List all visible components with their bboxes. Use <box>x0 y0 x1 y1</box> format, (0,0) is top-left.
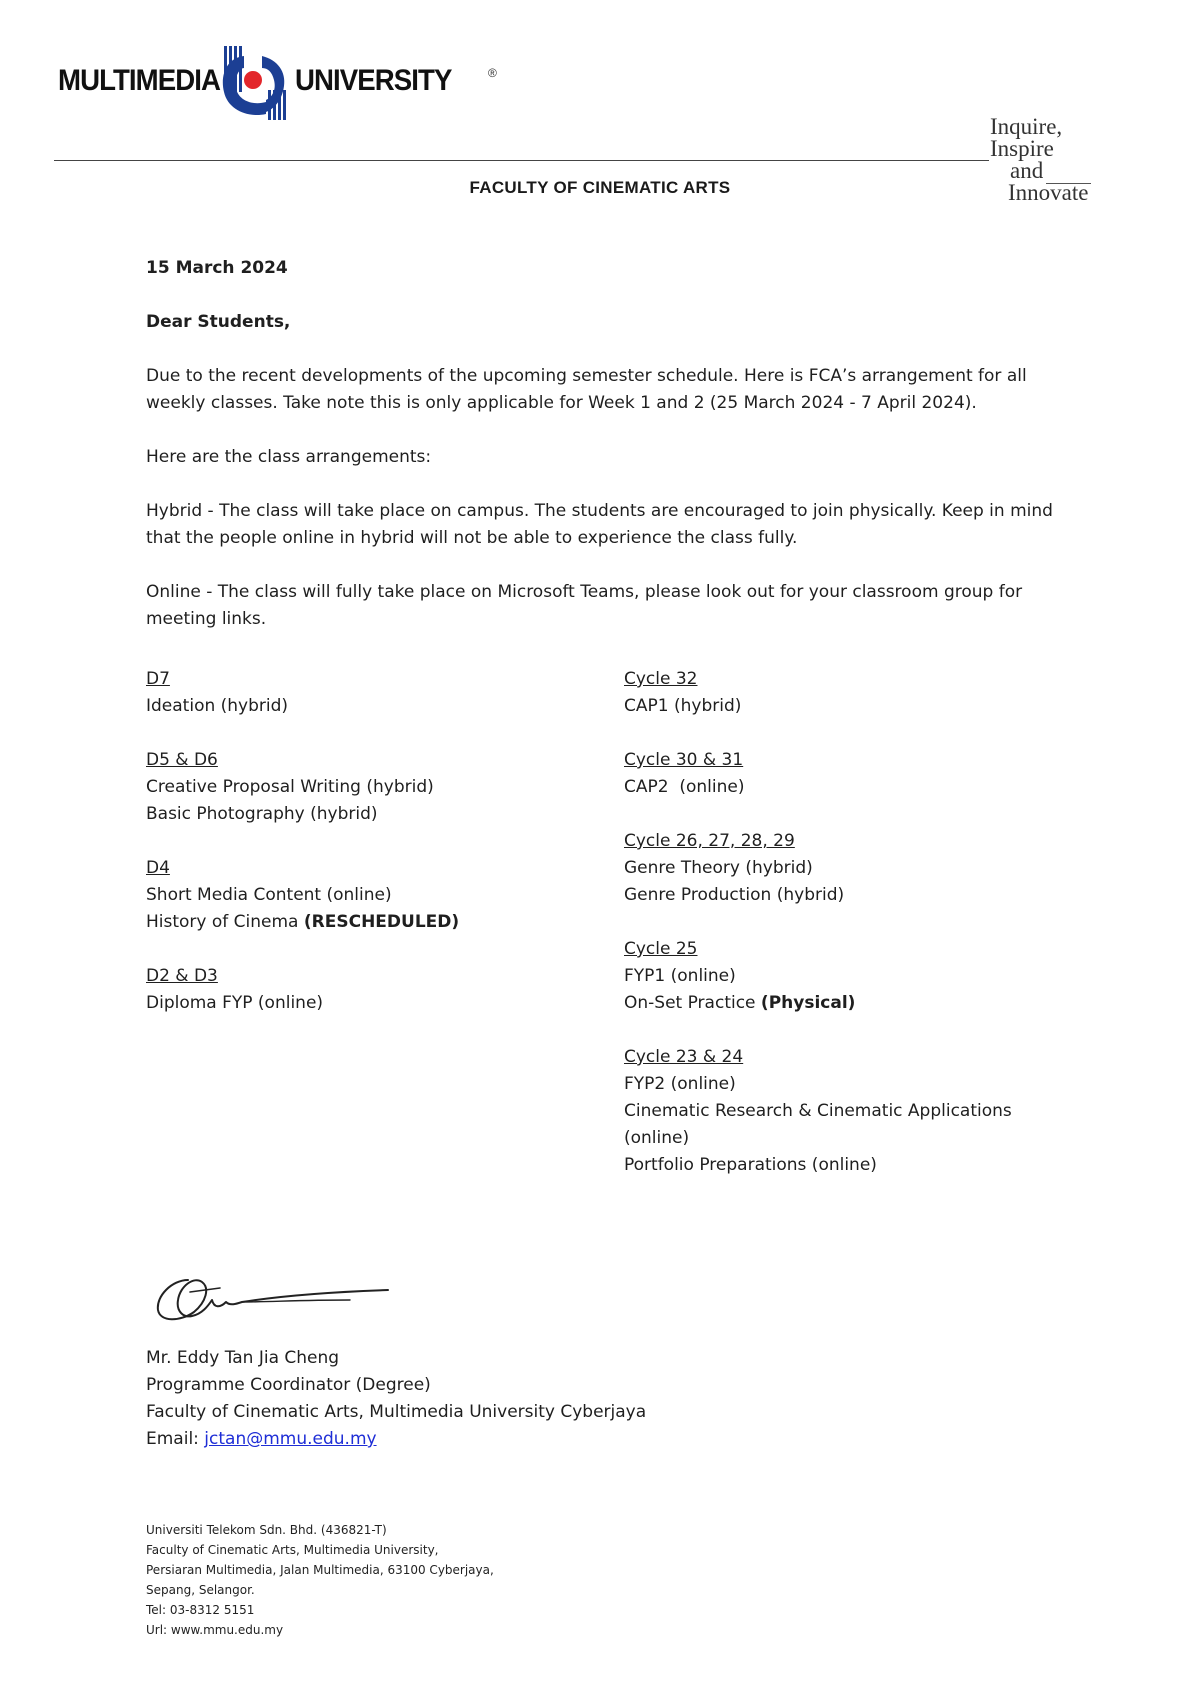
email-link[interactable]: jctan@mmu.edu.my <box>204 1429 377 1449</box>
footer-line: Persiaran Multimedia, Jalan Multimedia, 63100 Cyberjaya, <box>146 1563 494 1577</box>
class-item: Creative Proposal Writing (hybrid) <box>146 777 434 797</box>
schedule-group <box>624 1044 1064 1179</box>
class-item-status: (RESCHEDULED) <box>303 912 460 932</box>
class-item: Basic Photography (hybrid) <box>146 804 378 824</box>
group-heading: Cycle 32 <box>624 669 698 689</box>
class-item: Diploma FYP (online) <box>146 993 324 1013</box>
group-heading: Cycle 30 & 31 <box>624 750 744 770</box>
schedule-group <box>624 666 1064 720</box>
registered-mark: ® <box>488 66 497 80</box>
class-item-name: History of Cinema <box>146 912 304 932</box>
signatory-faculty: Faculty of Cinematic Arts, Multimedia University Cyberjaya <box>146 1402 647 1422</box>
university-logo <box>58 46 497 120</box>
class-item <box>146 909 606 936</box>
schedule-right-column <box>624 666 1064 1206</box>
schedule-group <box>146 747 606 828</box>
class-item: FYP2 (online) <box>624 1074 736 1094</box>
schedule-group <box>624 828 1064 909</box>
intro-paragraph: Due to the recent developments of the upcoming semester schedule. Here is FCA’s arrangement for all weekly classes. Take note this is only applicable for Week 1 and 2 (25 March 2024 - 7 April 2024). <box>146 366 1027 413</box>
class-item <box>624 990 1064 1017</box>
logo-text-left: MULTIMEDIA <box>58 64 221 97</box>
schedule-left-column <box>146 666 606 1044</box>
salutation: Dear Students, <box>146 312 291 332</box>
class-item: Short Media Content (online) <box>146 885 392 905</box>
group-heading: D4 <box>146 858 170 878</box>
signatory-name: Mr. Eddy Tan Jia Cheng <box>146 1348 340 1368</box>
class-item: Portfolio Preparations (online) <box>624 1155 877 1175</box>
motto-line: Inspire <box>990 136 1054 161</box>
motto-line: Innovate <box>1008 180 1089 205</box>
class-item: Ideation (hybrid) <box>146 696 289 716</box>
schedule-group <box>146 855 606 936</box>
group-heading: D2 & D3 <box>146 966 218 986</box>
footer-line: Url: www.mmu.edu.my <box>146 1623 284 1637</box>
group-heading: Cycle 25 <box>624 939 698 959</box>
signatory-email <box>146 1426 646 1453</box>
motto-line: and <box>1010 158 1044 183</box>
signatory-block <box>146 1345 646 1453</box>
online-definition: Online - The class will fully take place on Microsoft Teams, please look out for your classroom group for meeting links. <box>146 582 1023 629</box>
class-item: (online) <box>624 1128 690 1148</box>
class-item-name: On-Set Practice <box>624 993 761 1013</box>
schedule-group <box>624 747 1064 801</box>
group-heading: D5 & D6 <box>146 750 218 770</box>
class-item: FYP1 (online) <box>624 966 736 986</box>
arrangements-intro: Here are the class arrangements: <box>146 447 432 467</box>
class-item: Genre Theory (hybrid) <box>624 858 813 878</box>
class-item: Cinematic Research & Cinematic Applications <box>624 1101 1012 1121</box>
schedule-group <box>624 936 1064 1017</box>
group-heading: D7 <box>146 669 170 689</box>
letter-date: 15 March 2024 <box>146 258 288 278</box>
class-item-status: (Physical) <box>760 993 856 1013</box>
email-label: Email: <box>146 1429 205 1449</box>
logo-text-right: UNIVERSITY <box>295 64 452 97</box>
footer-address <box>146 1520 494 1640</box>
header-divider <box>54 160 989 161</box>
footer-line: Universiti Telekom Sdn. Bhd. (436821-T) <box>146 1523 387 1537</box>
schedule-group <box>146 963 606 1017</box>
faculty-heading: FACULTY OF CINEMATIC ARTS <box>469 178 731 197</box>
handwritten-signature <box>150 1266 400 1336</box>
class-item: CAP1 (hybrid) <box>624 696 742 716</box>
footer-line: Faculty of Cinematic Arts, Multimedia University, <box>146 1543 439 1557</box>
schedule-group <box>146 666 606 720</box>
footer-line: Sepang, Selangor. <box>146 1583 255 1597</box>
logo-emblem-icon <box>218 46 290 120</box>
signatory-title: Programme Coordinator (Degree) <box>146 1375 431 1395</box>
group-heading: Cycle 26, 27, 28, 29 <box>624 831 795 851</box>
class-item: CAP2 (online) <box>624 777 745 797</box>
hybrid-definition: Hybrid - The class will take place on campus. The students are encouraged to join physically. Keep in mind that the people online in hybrid will not be able to experience the class fully. <box>146 501 1053 548</box>
class-item: Genre Production (hybrid) <box>624 885 845 905</box>
motto-line: Inquire, <box>990 114 1063 139</box>
footer-line: Tel: 03-8312 5151 <box>146 1603 255 1617</box>
group-heading: Cycle 23 & 24 <box>624 1047 744 1067</box>
